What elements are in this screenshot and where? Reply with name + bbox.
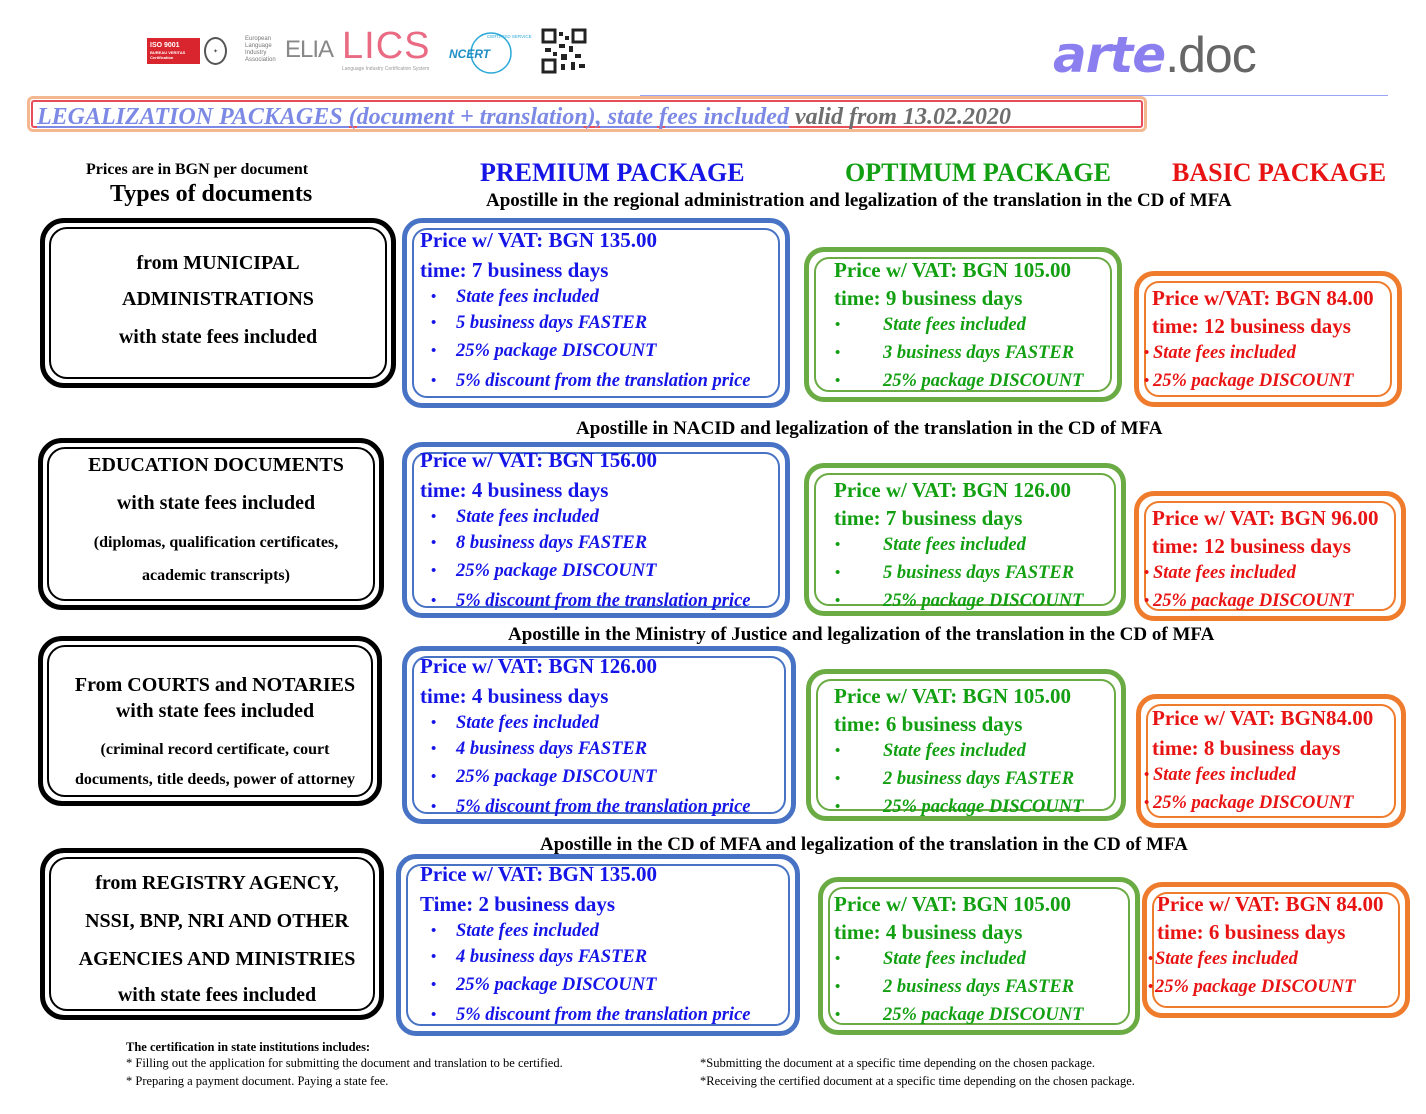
brand-arte: arte — [1053, 26, 1166, 84]
bullet-icon: • — [431, 977, 437, 993]
doc-examples-line: academic transcripts) — [142, 567, 290, 584]
bullet-icon: • — [431, 923, 437, 939]
bullet-icon: • — [1148, 979, 1154, 995]
page-title — [37, 104, 1011, 131]
optimum-time: time: 4 business days — [834, 920, 1023, 944]
bullet-icon: • — [431, 715, 437, 731]
iso-sub: BUREAU VERITAS Certification — [150, 50, 186, 60]
premium-price: Price w/ VAT: BGN 135.00 — [420, 862, 658, 886]
premium-bullet: State fees included — [456, 287, 599, 307]
optimum-bullet: 25% package DISCOUNT — [883, 371, 1084, 391]
bullet-icon: • — [1144, 565, 1150, 581]
bullet-icon: • — [1144, 767, 1150, 783]
basic-bullet: 25% package DISCOUNT — [1155, 977, 1356, 997]
ncert-logo — [445, 30, 532, 76]
bullet-icon: • — [431, 769, 437, 785]
doc-title-line: from MUNICIPAL — [136, 252, 300, 274]
footer-note: * Filling out the application for submitting the document and translation to be certified. — [126, 1056, 563, 1070]
optimum-time: time: 7 business days — [834, 506, 1023, 530]
bullet-icon: • — [835, 317, 841, 333]
premium-price: Price w/ VAT: BGN 156.00 — [420, 448, 658, 472]
basic-price: Price w/ VAT: BGN 96.00 — [1152, 506, 1379, 530]
basic-price: Price w/VAT: BGN 84.00 — [1152, 286, 1374, 310]
bullet-icon: • — [1144, 593, 1150, 609]
basic-package-heading: BASIC PACKAGE — [1172, 158, 1387, 187]
bullet-icon: • — [835, 799, 841, 815]
footer-note: *Submitting the document at a specific time depending on the chosen package. — [700, 1056, 1096, 1070]
bullet-icon: • — [431, 373, 437, 389]
optimum-price: Price w/ VAT: BGN 105.00 — [834, 892, 1072, 916]
doc-title-line: From COURTS and NOTARIES — [74, 674, 356, 696]
bullet-icon: • — [835, 979, 841, 995]
bullet-icon: • — [835, 345, 841, 361]
premium-bullet: State fees included — [456, 713, 599, 733]
doc-examples-line: (criminal record certificate, court — [100, 741, 330, 758]
elia-logo — [245, 36, 333, 64]
footer-note: *Receiving the certified document at a specific time depending on the chosen package. — [700, 1074, 1135, 1088]
bullet-icon: • — [1144, 345, 1150, 361]
footer-note: * Preparing a payment document. Paying a state fee. — [126, 1074, 389, 1088]
premium-bullet: 8 business days FASTER — [456, 533, 648, 553]
doc-title-line: ADMINISTRATIONS — [122, 288, 314, 310]
optimum-bullet: 3 business days FASTER — [883, 343, 1075, 363]
bullet-icon: • — [431, 949, 437, 965]
doc-title-line: AGENCIES AND MINISTRIES — [78, 948, 356, 970]
basic-time: time: 8 business days — [1152, 736, 1341, 760]
optimum-bullet: 2 business days FASTER — [883, 769, 1075, 789]
footer-heading: The certification in state institutions includes: — [126, 1040, 371, 1054]
bullet-icon: • — [835, 743, 841, 759]
bullet-icon: • — [431, 1007, 437, 1023]
bullet-icon: • — [1144, 795, 1150, 811]
basic-bullet: 25% package DISCOUNT — [1153, 591, 1354, 611]
premium-bullet: 5% discount from the translation price — [456, 371, 751, 391]
basic-bullet: State fees included — [1153, 343, 1296, 363]
doc-title-line: from REGISTRY AGENCY, — [95, 872, 339, 894]
bullet-icon: • — [431, 535, 437, 551]
bullet-icon: • — [835, 951, 841, 967]
premium-time: time: 4 business days — [420, 478, 609, 502]
bullet-icon: • — [431, 593, 437, 609]
types-heading: Types of documents — [110, 181, 313, 207]
lics-word: LICS — [342, 25, 431, 67]
bullet-icon: • — [835, 537, 841, 553]
premium-bullet: 25% package DISCOUNT — [456, 767, 657, 787]
basic-time: time: 6 business days — [1157, 920, 1346, 944]
premium-bullet: 5% discount from the translation price — [456, 1005, 751, 1025]
basic-time: time: 12 business days — [1152, 314, 1351, 338]
lics-logo — [342, 26, 430, 72]
premium-bullet: 25% package DISCOUNT — [456, 561, 657, 581]
basic-bullet: 25% package DISCOUNT — [1153, 371, 1354, 391]
premium-bullet: 25% package DISCOUNT — [456, 975, 657, 995]
optimum-bullet: State fees included — [883, 315, 1026, 335]
premium-box-inner — [412, 452, 780, 608]
title-valid-date: valid from 13.02.2020 — [788, 104, 1011, 130]
doc-title-line: NSSI, BNP, NRI AND OTHER — [85, 910, 349, 932]
premium-box-inner — [412, 656, 786, 814]
doc-examples-line: documents, title deeds, power of attorney — [74, 771, 356, 788]
elia-caption: European Language Industry Association — [245, 36, 276, 63]
bullet-icon: • — [431, 289, 437, 305]
bullet-icon: • — [835, 373, 841, 389]
premium-bullet: State fees included — [456, 921, 599, 941]
premium-bullet: 4 business days FASTER — [456, 739, 648, 759]
bullet-icon: • — [1144, 373, 1150, 389]
premium-bullet: 5 business days FASTER — [456, 313, 648, 333]
optimum-bullet: 25% package DISCOUNT — [883, 591, 1084, 611]
premium-price: Price w/ VAT: BGN 135.00 — [420, 228, 658, 252]
optimum-bullet: 2 business days FASTER — [883, 977, 1075, 997]
premium-time: time: 7 business days — [420, 258, 609, 282]
iso-text: ISO 9001 — [150, 42, 180, 49]
optimum-bullet: State fees included — [883, 949, 1026, 969]
premium-bullet: State fees included — [456, 507, 599, 527]
optimum-time: time: 6 business days — [834, 712, 1023, 736]
optimum-price: Price w/ VAT: BGN 105.00 — [834, 684, 1072, 708]
ncert-ring-text: CERTIFIED SERVICE — [487, 34, 532, 39]
premium-time: time: 4 business days — [420, 684, 609, 708]
bullet-icon: • — [431, 799, 437, 815]
doc-title-line: EDUCATION DOCUMENTS — [88, 454, 344, 476]
apostille-heading-courts: Apostille in the Ministry of Justice and legalization of the translation in the CD of MFA — [508, 624, 1215, 645]
optimum-price: Price w/ VAT: BGN 126.00 — [834, 478, 1072, 502]
bullet-icon: • — [431, 509, 437, 525]
doc-fees-line: with state fees included — [116, 492, 316, 514]
premium-bullet: 4 business days FASTER — [456, 947, 648, 967]
apostille-heading-education: Apostille in NACID and legalization of the translation in the CD of MFA — [576, 418, 1163, 439]
bullet-icon: • — [431, 563, 437, 579]
basic-bullet: State fees included — [1155, 949, 1298, 969]
premium-box-inner — [406, 864, 790, 1026]
premium-price: Price w/ VAT: BGN 126.00 — [420, 654, 658, 678]
optimum-bullet: 5 business days FASTER — [883, 563, 1075, 583]
premium-bullet: 5% discount from the translation price — [456, 797, 751, 817]
bullet-icon: • — [835, 771, 841, 787]
bullet-icon: • — [1148, 951, 1154, 967]
optimum-price: Price w/ VAT: BGN 105.00 — [834, 258, 1072, 282]
qr-code-icon — [541, 28, 587, 74]
ncert-seal-icon — [445, 30, 532, 76]
doc-fees-line: with state fees included — [117, 984, 317, 1006]
bureau-veritas-seal-icon: ✦ — [204, 37, 227, 65]
elia-word: ELIA — [285, 36, 334, 63]
iso-badge — [147, 38, 200, 64]
apostille-heading-registry: Apostille in the CD of MFA and legalization of the translation in the CD of MFA — [540, 834, 1188, 855]
apostille-heading-municipal: Apostille in the regional administration and legalization of the translation in the CD of MFA — [486, 190, 1232, 211]
bullet-icon: • — [835, 593, 841, 609]
optimum-package-heading: OPTIMUM PACKAGE — [845, 158, 1111, 187]
premium-bullet: 25% package DISCOUNT — [456, 341, 657, 361]
prices-note: Prices are in BGN per document — [86, 161, 309, 178]
basic-price: Price w/ VAT: BGN84.00 — [1152, 706, 1374, 730]
artedoc-brand — [1053, 26, 1256, 84]
bullet-icon: • — [835, 565, 841, 581]
iso-logo — [147, 36, 227, 66]
optimum-bullet: State fees included — [883, 741, 1026, 761]
optimum-bullet: 25% package DISCOUNT — [883, 797, 1084, 817]
lics-caption: Language Industry Certification System — [342, 66, 430, 72]
basic-bullet: State fees included — [1153, 765, 1296, 785]
basic-time: time: 12 business days — [1152, 534, 1351, 558]
optimum-bullet: State fees included — [883, 535, 1026, 555]
premium-time: Time: 2 business days — [420, 892, 616, 916]
bullet-icon: • — [431, 315, 437, 331]
doc-fees-line: with state fees included — [115, 700, 315, 722]
doc-fees-line: with state fees included — [118, 326, 318, 348]
bullet-icon: • — [835, 1007, 841, 1023]
optimum-time: time: 9 business days — [834, 286, 1023, 310]
basic-price: Price w/ VAT: BGN 84.00 — [1157, 892, 1384, 916]
optimum-bullet: 25% package DISCOUNT — [883, 1005, 1084, 1025]
doc-examples-line: (diplomas, qualification certificates, — [93, 534, 339, 551]
brand-doc: .doc — [1165, 27, 1256, 83]
premium-package-heading: PREMIUM PACKAGE — [480, 158, 745, 187]
title-main: LEGALIZATION PACKAGES (document + translation), state fees included — [37, 104, 789, 130]
bullet-icon: • — [431, 343, 437, 359]
bullet-icon: • — [431, 741, 437, 757]
basic-bullet: 25% package DISCOUNT — [1153, 793, 1354, 813]
ncert-word: NCERT — [449, 47, 491, 61]
premium-bullet: 5% discount from the translation price — [456, 591, 751, 611]
basic-bullet: State fees included — [1153, 563, 1296, 583]
